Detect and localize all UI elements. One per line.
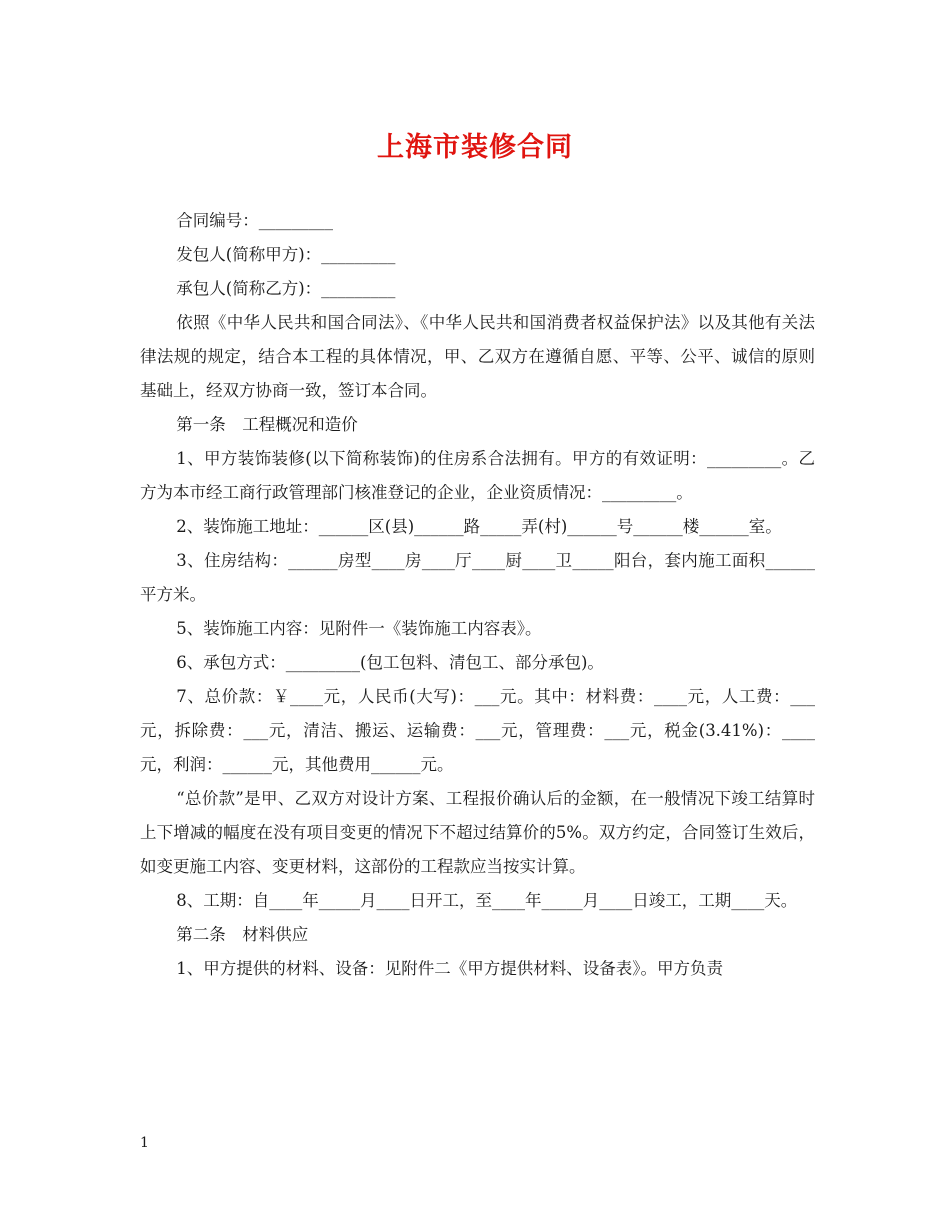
clause-1-5: 5、装饰施工内容：见附件一《装饰施工内容表》。 (176, 619, 542, 638)
clause-1-3: 3、住房结构：______房型____房____厅____厨____卫_____阳台，套内施工面积______平方米。 (140, 551, 815, 604)
clause-2-1: 1、甲方提供的材料、设备：见附件二《甲方提供材料、设备表》。甲方负责 (176, 959, 724, 978)
contract-number-line: 合同编号：_________ (176, 211, 334, 230)
clause-1-2: 2、装饰施工地址：______区(县)______路_____弄(村)______号______楼______室。 (176, 517, 782, 536)
document-title: 上海市装修合同 (377, 132, 573, 163)
party-a-line: 发包人(简称甲方)：_________ (176, 245, 396, 264)
article-2-heading: 第二条 材料供应 (176, 925, 309, 944)
party-b-line: 承包人(简称乙方)：_________ (176, 279, 396, 298)
clause-1-8: 8、工期：自____年_____月____日开工，至____年_____月____日竣工，工期____天。 (176, 891, 798, 910)
article-1-heading: 第一条 工程概况和造价 (176, 415, 358, 434)
clause-1-6: 6、承包方式：_________(包工包料、清包工、部分承包)。 (176, 653, 604, 672)
preamble-paragraph: 依照《中华人民共和国合同法》、《中华人民共和国消费者权益保护法》以及其他有关法律法规的规定，结合本工程的具体情况，甲、乙双方在遵循自愿、平等、公平、诚信的原则基础上，经双方协商一致，签订本合同。 (140, 313, 815, 400)
document-body (140, 204, 815, 986)
total-price-note: “总价款”是甲、乙双方对设计方案、工程报价确认后的金额，在一般情况下竣工结算时上下增减的幅度在没有项目变更的情况下不超过结算价的5%。双方约定，合同签订生效后，如变更施工内容、变更材料，这部份的工程款应当按实计算。 (140, 789, 815, 876)
page-number: 1 (140, 1135, 149, 1151)
clause-1-1: 1、甲方装饰装修(以下简称装饰)的住房系合法拥有。甲方的有效证明：_________。乙方为本市经工商行政管理部门核准登记的企业，企业资质情况：_________。 (140, 449, 815, 502)
clause-1-7: 7、总价款：￥____元，人民币(大写)：___元。其中：材料费：____元，人工费：___元，拆除费：___元，清洁、搬运、运输费：___元，管理费：___元，税金(3.41%)：____元，利润：______元，其他费用______元。 (140, 687, 815, 774)
